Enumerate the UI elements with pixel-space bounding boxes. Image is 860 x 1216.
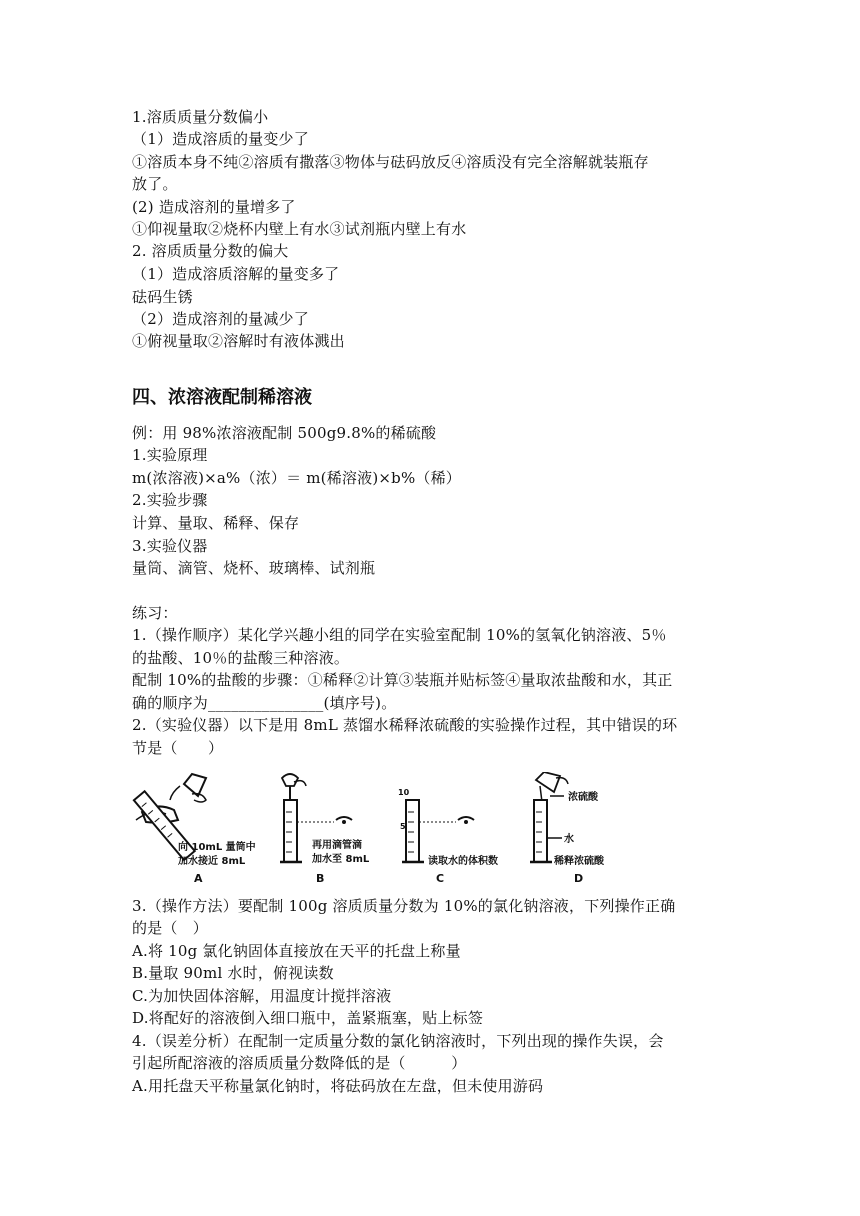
section-heading: 四、浓溶液配制稀溶液 [132, 387, 312, 408]
text-line: 放了。 [132, 175, 178, 193]
text-line: 1.（操作顺序）某化学兴趣小组的同学在实验室配制 10%的氢氧化钠溶液、5％ [132, 626, 667, 644]
text-line: 1.实验原理 [132, 446, 208, 464]
text-line: ①溶质本身不纯②溶质有撒落③物体与砝码放反④溶质没有完全溶解就装瓶存 [132, 153, 649, 171]
text-line: 量筒、滴管、烧杯、玻璃棒、试剂瓶 [132, 559, 376, 577]
figure-b-letter: B [316, 872, 325, 885]
text-line: （2）造成溶剂的量减少了 [132, 310, 309, 328]
figure-b-caption: 加水至 8mL [312, 854, 370, 865]
figure-d-water-label: 水 [564, 834, 574, 845]
text-line: 砝码生锈 [132, 288, 193, 306]
figure-d-acid-label: 浓硫酸 [568, 792, 598, 803]
text-line: 3.实验仪器 [132, 537, 208, 555]
figure-d-letter: D [574, 872, 584, 885]
figure-d-caption: 稀释浓硫酸 [554, 856, 604, 867]
text-line: ①俯视量取②溶解时有液体溅出 [132, 332, 345, 350]
figure-a-caption: 向 10mL 量筒中 [178, 842, 256, 853]
text-line: 3.（操作方法）要配制 100g 溶质质量分数为 10%的氯化钠溶液，下列操作正确 [132, 897, 676, 915]
text-line: (2) 造成溶剂的量增多了 [132, 198, 296, 216]
text-line: m(浓溶液)×a%（浓）＝ m(稀溶液)×b%（稀） [132, 469, 462, 487]
text-line: 确的顺序为_______________(填序号)。 [132, 694, 397, 712]
text-line: ①仰视量取②烧杯内壁上有水③试剂瓶内壁上有水 [132, 220, 467, 238]
text-line: A.用托盘天平称量氯化钠时，将砝码放在左盘，但未使用游码 [132, 1077, 544, 1095]
text-line: A.将 10g 氯化钠固体直接放在天平的托盘上称量 [132, 942, 461, 960]
text-line: 练习： [132, 604, 178, 622]
text-line: 节是（ ） [132, 739, 224, 757]
text-line: 的是（ ） [132, 919, 209, 937]
text-line: 例：用 98%浓溶液配制 500g9.8%的稀硫酸 [132, 424, 437, 442]
text-line: 计算、量取、稀释、保存 [132, 514, 300, 532]
text-line: 引起所配溶液的溶质质量分数降低的是（ ） [132, 1054, 467, 1072]
figure-c-tick: 5 [400, 822, 406, 831]
text-line: B.量取 90ml 水时，俯视读数 [132, 964, 334, 982]
text-line: （1）造成溶质溶解的量变多了 [132, 265, 340, 283]
text-line: 2.实验步骤 [132, 491, 208, 509]
text-line: 的盐酸、10％的盐酸三种溶液。 [132, 649, 350, 667]
text-line: 4.（误差分析）在配制一定质量分数的氯化钠溶液时，下列出现的操作失误，会 [132, 1032, 664, 1050]
figure-b-caption: 再用滴管滴 [312, 840, 362, 851]
experiment-figure [132, 772, 732, 890]
text-line: （1）造成溶质的量变少了 [132, 130, 309, 148]
figure-c-tick: 10 [398, 788, 410, 797]
text-line: 1.溶质质量分数偏小 [132, 108, 269, 126]
text-line: 2. 溶质质量分数的偏大 [132, 242, 289, 260]
text-line: C.为加快固体溶解，用温度计搅拌溶液 [132, 987, 392, 1005]
text-line: 配制 10%的盐酸的步骤：①稀释②计算③装瓶并贴标签④量取浓盐酸和水，其正 [132, 671, 673, 689]
figure-c-caption: 读取水的体积数 [428, 856, 498, 867]
text-line: 2.（实验仪器）以下是用 8mL 蒸馏水稀释浓硫酸的实验操作过程，其中错误的环 [132, 716, 678, 734]
figure-c-letter: C [436, 872, 445, 885]
figure-a-letter: A [194, 872, 203, 885]
text-line: D.将配好的溶液倒入细口瓶中，盖紧瓶塞，贴上标签 [132, 1009, 484, 1027]
figure-a-caption: 加水接近 8mL [178, 856, 246, 867]
